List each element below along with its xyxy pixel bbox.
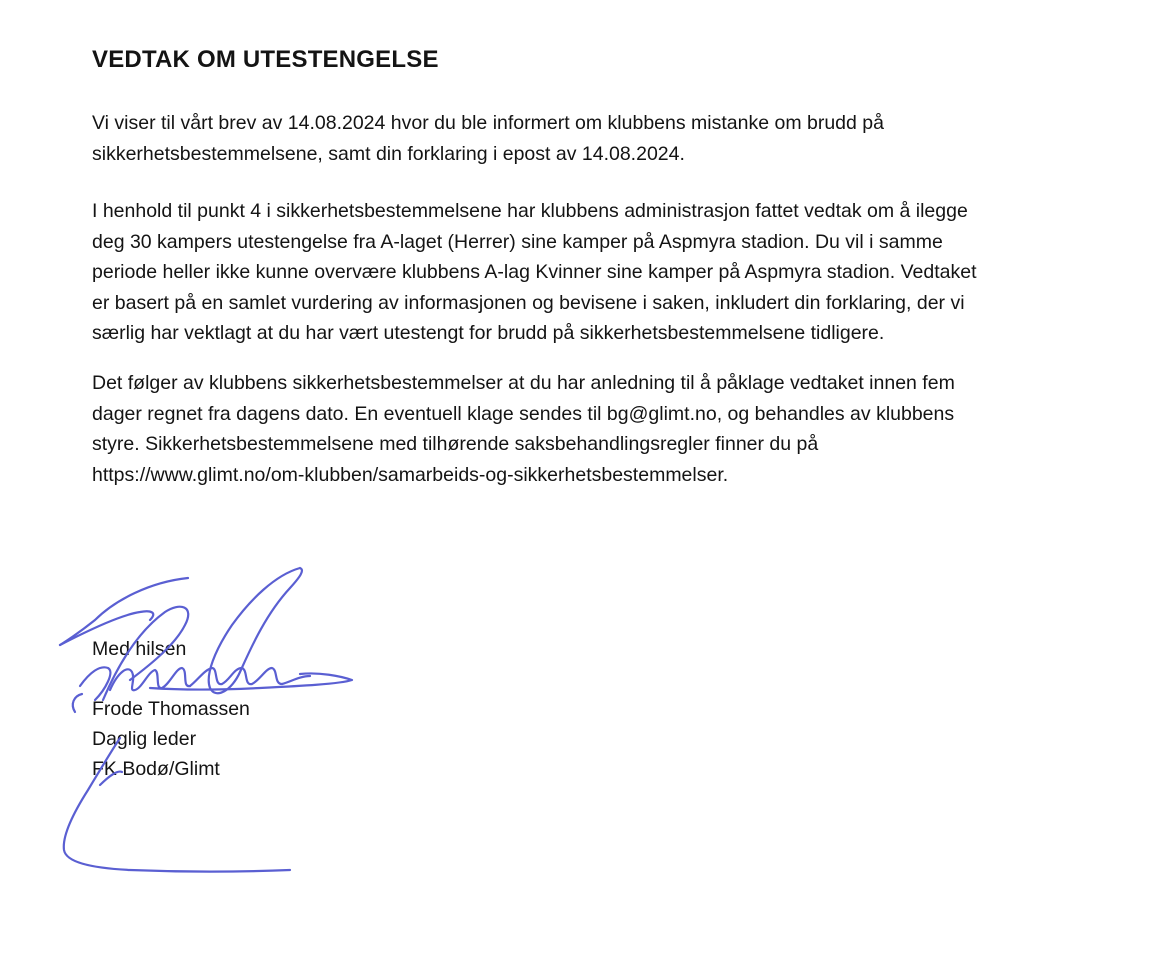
paragraph-line: sikkerhetsbestemmelsene, samt din forklaring i epost av 14.08.2024. (92, 142, 685, 165)
closing-greeting: Med hilsen (92, 638, 187, 660)
signer-organization: FK Bodø/Glimt (92, 758, 220, 780)
paragraph-decision (92, 196, 977, 349)
paragraph-line: Det følger av klubbens sikkerhetsbestemmelser at du har anledning til å påklage vedtaket innen fem (92, 372, 955, 394)
document-title: VEDTAK OM UTESTENGELSE (92, 46, 439, 73)
paragraph-appeal (92, 368, 955, 490)
paragraph-line: styre. Sikkerhetsbestemmelsene med tilhørende saksbehandlingsregler finner du på (92, 433, 819, 455)
paragraph-line: deg 30 kampers utestengelse fra A-laget (Herrer) sine kamper på Aspmyra stadion. Du vil i samme (92, 230, 943, 253)
paragraph-reference (92, 108, 884, 169)
signer-title: Daglig leder (92, 728, 197, 750)
signer-name: Frode Thomassen (92, 698, 250, 720)
paragraph-line: særlig har vektlagt at du har vært utestengt for brudd på sikkerhetsbestemmelsene tidligere. (92, 322, 885, 344)
paragraph-line: I henhold til punkt 4 i sikkerhetsbestemmelsene har klubbens administrasjon fattet vedtak om å ilegge (92, 200, 968, 222)
paragraph-line: er basert på en samlet vurdering av informasjonen og bevisene i saken, inkludert din forklaring, der vi (92, 291, 965, 314)
paragraph-line: Vi viser til vårt brev av 14.08.2024 hvor du ble informert om klubbens mistanke om brudd på (92, 112, 884, 134)
paragraph-line: dager regnet fra dagens dato. En eventuell klage sendes til bg@glimt.no, og behandles av klubbens (92, 402, 955, 425)
paragraph-line: https://www.glimt.no/om-klubben/samarbeids-og-sikkerhetsbestemmelser. (92, 463, 729, 486)
paragraph-line: periode heller ikke kunne overvære klubbens A-lag Kvinner sine kamper på Aspmyra stadion. Vedtaket (92, 261, 977, 283)
